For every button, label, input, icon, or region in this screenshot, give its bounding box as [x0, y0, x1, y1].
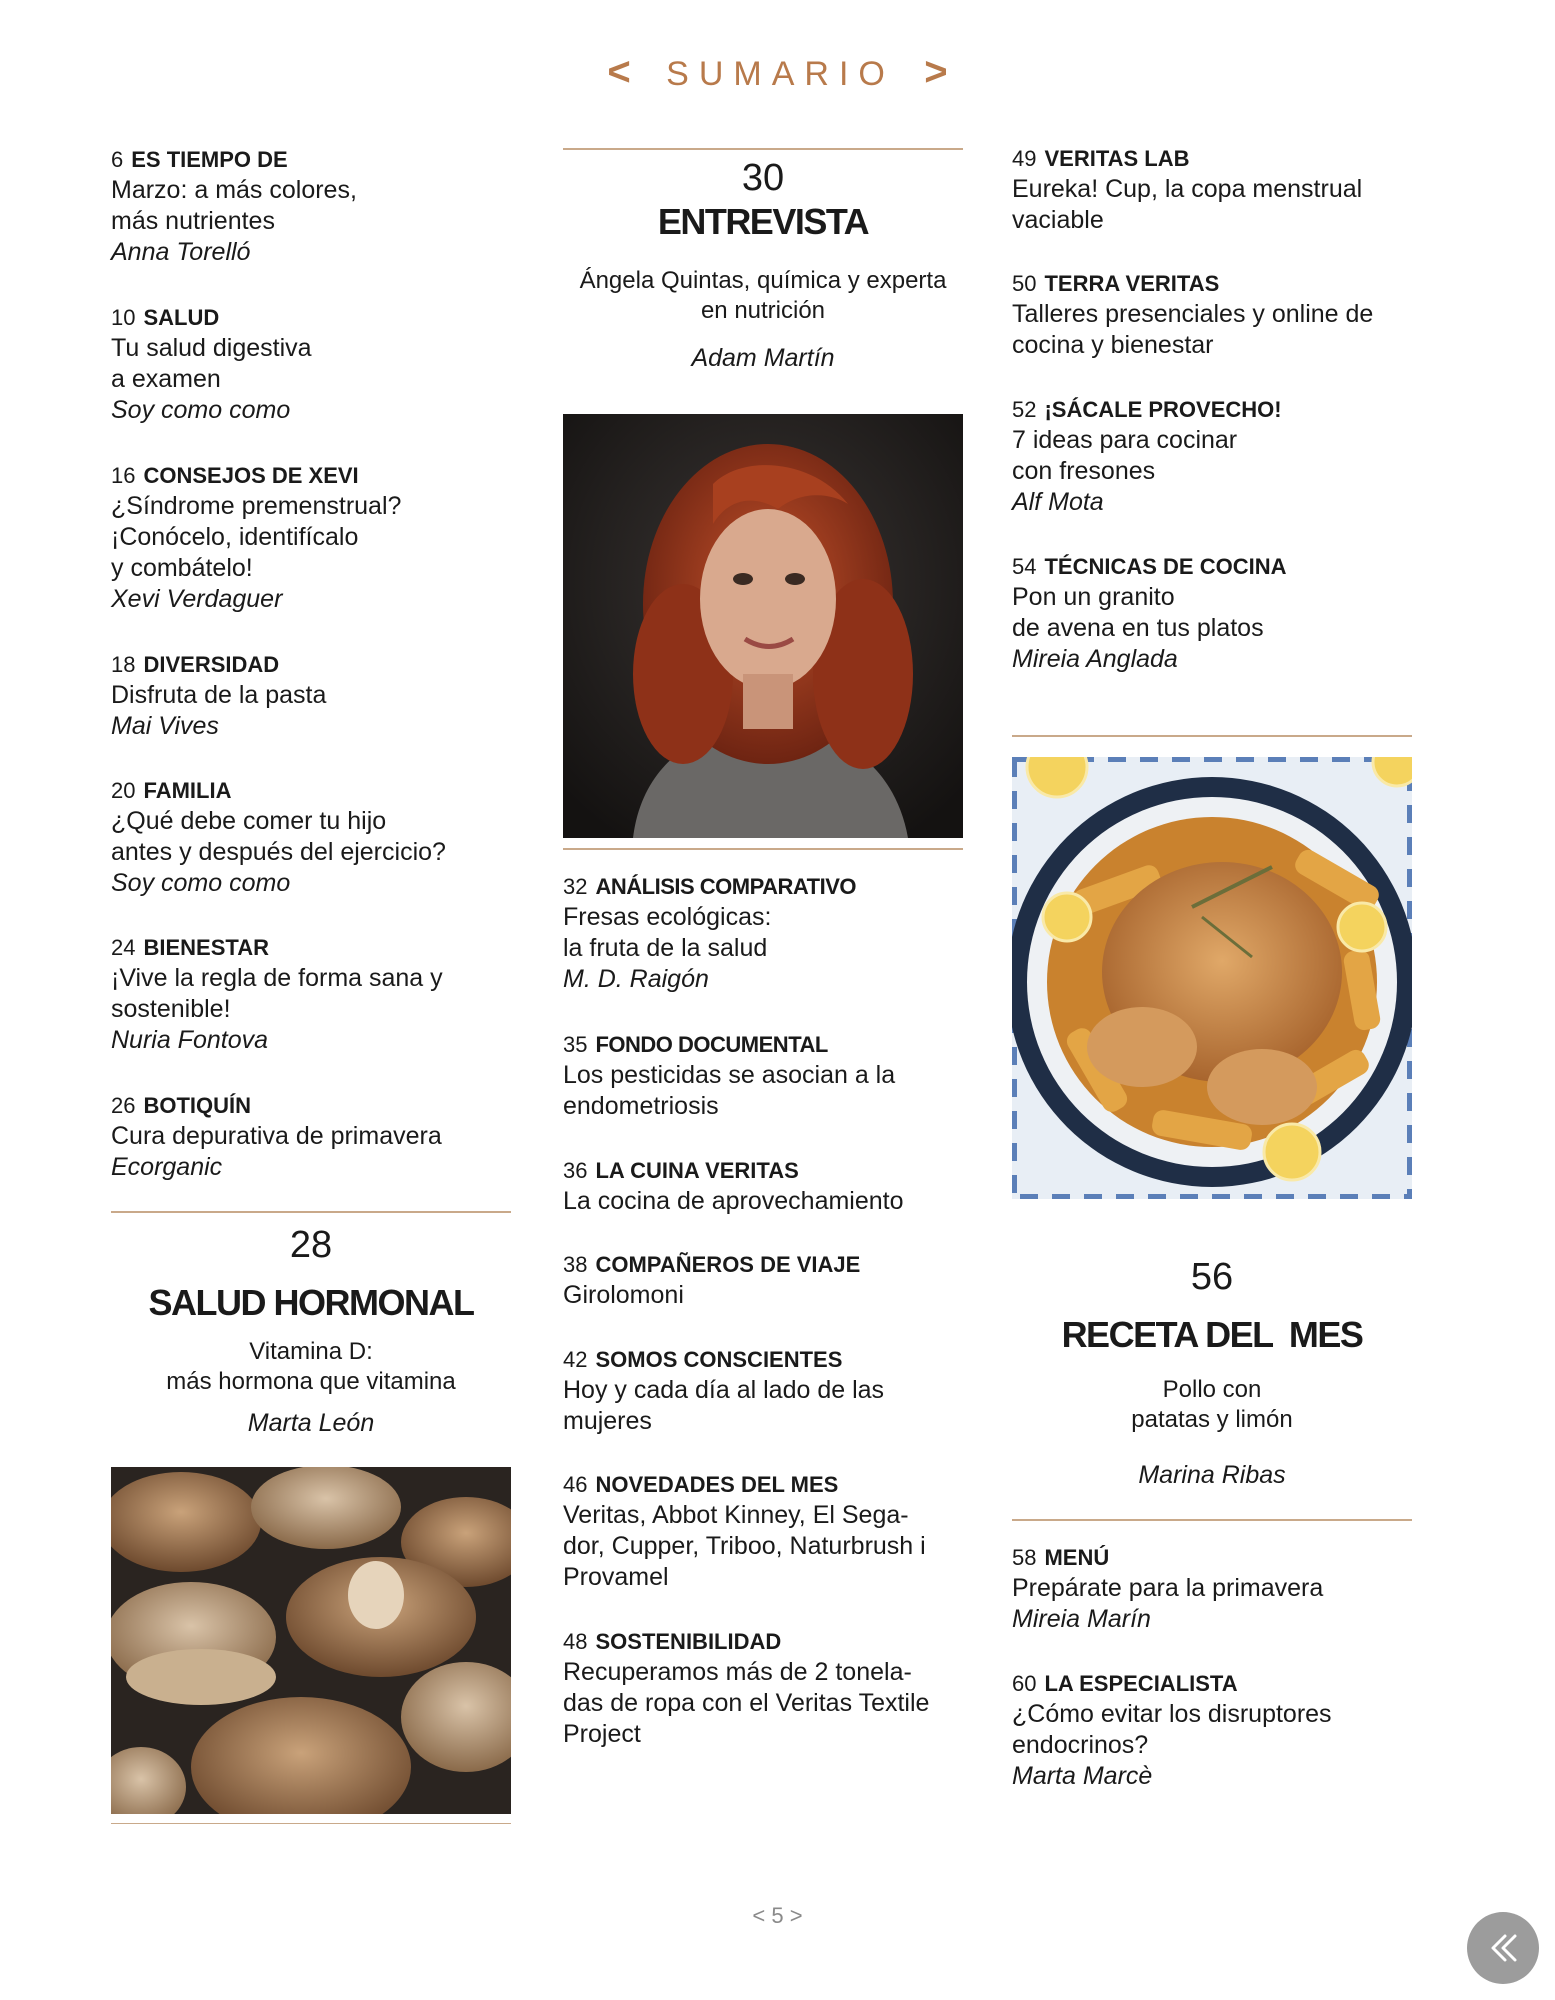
divider: [1012, 1519, 1412, 1521]
entry-text: sostenible!: [111, 995, 231, 1023]
page-title: SUMARIO: [666, 55, 895, 93]
entry-author: Anna Torelló: [111, 238, 251, 266]
feature-desc: en nutrición: [700, 297, 826, 324]
toc-entry[interactable]: [563, 1344, 963, 1437]
entry-page-number: 6: [111, 147, 124, 172]
feature-page-number: 28: [289, 1224, 333, 1266]
toc-entry[interactable]: [563, 1469, 963, 1593]
entry-page-number: 50: [1012, 271, 1037, 296]
entry-page-number: 32: [563, 874, 588, 899]
entry-text: Project: [563, 1720, 641, 1748]
entry-text: vaciable: [1012, 206, 1104, 234]
entry-text: Cura depurativa de primavera: [111, 1122, 442, 1150]
entry-text: a examen: [111, 365, 221, 393]
toc-entry[interactable]: [111, 775, 511, 899]
entry-page-number: 24: [111, 935, 136, 960]
toc-entry[interactable]: [1012, 1668, 1412, 1792]
entry-text: Veritas, Abbot Kinney, El Sega-: [563, 1501, 909, 1529]
entry-section: ES TIEMPO DE: [131, 147, 288, 172]
entry-text: ¡Vive la regla de forma sana y: [111, 964, 443, 992]
entry-text: Eureka! Cup, la copa menstrual: [1012, 175, 1363, 203]
entry-section: BIENESTAR: [143, 935, 269, 960]
entry-section: LA CUINA VERITAS: [595, 1158, 799, 1183]
feature-desc: más hormona que vitamina: [166, 1368, 456, 1395]
toc-entry[interactable]: [1012, 268, 1412, 361]
entry-author: Ecorganic: [111, 1153, 223, 1181]
entry-text: Provamel: [563, 1563, 669, 1591]
feature-author: Marta León: [247, 1409, 375, 1437]
entry-page-number: 10: [111, 305, 136, 330]
entry-section: FAMILIA: [143, 778, 232, 803]
entry-page-number: 36: [563, 1158, 588, 1183]
divider: [1012, 735, 1412, 737]
entry-text: Fresas ecológicas:: [563, 903, 772, 931]
toc-entry[interactable]: [111, 1090, 511, 1183]
entry-text: endocrinos?: [1012, 1731, 1149, 1759]
entry-page-number: 48: [563, 1629, 588, 1654]
page-number: 5: [771, 1903, 784, 1928]
toc-entry[interactable]: [111, 302, 511, 426]
entry-section: TERRA VERITAS: [1044, 271, 1220, 296]
entry-text: Recuperamos más de 2 tonela-: [563, 1658, 912, 1686]
feature-page-number: 30: [741, 157, 785, 199]
entry-page-number: 26: [111, 1093, 136, 1118]
entry-author: Nuria Fontova: [111, 1026, 269, 1054]
feature-entrevista[interactable]: [563, 156, 963, 373]
divider: [111, 1823, 511, 1824]
entry-text: Girolomoni: [563, 1281, 684, 1309]
back-button[interactable]: [1467, 1912, 1539, 1984]
entry-text: Disfruta de la pasta: [111, 681, 327, 709]
entry-page-number: 20: [111, 778, 136, 803]
feature-author: Marina Ribas: [1138, 1461, 1286, 1489]
entry-page-number: 16: [111, 463, 136, 488]
toc-entry[interactable]: [563, 871, 963, 995]
toc-entry[interactable]: [111, 932, 511, 1056]
entry-author: Alf Mota: [1012, 488, 1104, 516]
entry-text: Tu salud digestiva: [111, 334, 312, 362]
entry-text: das de ropa con el Veritas Textile: [563, 1689, 930, 1717]
entry-author: Mai Vives: [111, 712, 219, 740]
entry-text: con fresones: [1012, 457, 1156, 485]
portrait-photo: [563, 414, 963, 838]
roast-chicken-photo: [1012, 757, 1412, 1199]
entry-text: cocina y bienestar: [1012, 331, 1214, 359]
entry-text: Pon un granito: [1012, 583, 1175, 611]
divider: [563, 848, 963, 850]
entry-page-number: 18: [111, 652, 136, 677]
toc-entry[interactable]: [1012, 143, 1412, 236]
divider: [111, 1211, 511, 1213]
feature-title: SALUD HORMONAL: [148, 1282, 474, 1323]
entry-page-number: 38: [563, 1252, 588, 1277]
entry-text: ¿Síndrome premenstrual?: [111, 492, 402, 520]
entry-section: LA ESPECIALISTA: [1044, 1671, 1238, 1696]
page-number-footer: [0, 1903, 1555, 1929]
toc-entry[interactable]: [563, 1029, 963, 1122]
entry-section: VERITAS LAB: [1044, 146, 1190, 171]
entry-author: Soy como como: [111, 396, 291, 424]
feature-receta-del-mes[interactable]: [1012, 1255, 1412, 1490]
entry-section: TÉCNICAS DE COCINA: [1044, 554, 1287, 579]
entry-section: ANÁLISIS COMPARATIVO: [595, 874, 857, 899]
feature-desc: Pollo con: [1162, 1376, 1262, 1403]
entry-text: más nutrientes: [111, 207, 275, 235]
feature-title: ENTREVISTA: [657, 201, 869, 242]
entry-text: ¡Conócelo, identifícalo: [111, 523, 359, 551]
entry-text: Prepárate para la primavera: [1012, 1574, 1324, 1602]
entry-text: la fruta de la salud: [563, 934, 768, 962]
entry-section: MENÚ: [1044, 1545, 1110, 1570]
entry-author: Xevi Verdaguer: [111, 585, 283, 613]
feature-salud-hormonal[interactable]: [111, 1223, 511, 1438]
entry-page-number: 49: [1012, 146, 1037, 171]
entry-text: Los pesticidas se asocian a la: [563, 1061, 896, 1089]
feature-title: RECETA DEL MES: [1061, 1314, 1363, 1355]
entry-text: mujeres: [563, 1407, 652, 1435]
entry-page-number: 52: [1012, 397, 1037, 422]
entry-section: SOMOS CONSCIENTES: [595, 1347, 843, 1372]
entry-section: SALUD: [143, 305, 220, 330]
entry-page-number: 54: [1012, 554, 1037, 579]
prev-page-chevron-icon: <: [752, 1903, 766, 1928]
entry-text: endometriosis: [563, 1092, 719, 1120]
toc-entry[interactable]: [563, 1626, 963, 1750]
entry-text: Marzo: a más colores,: [111, 176, 357, 204]
entry-page-number: 42: [563, 1347, 588, 1372]
feature-desc: patatas y limón: [1131, 1406, 1293, 1433]
entry-section: CONSEJOS DE XEVI: [143, 463, 359, 488]
entry-author: Marta Marcè: [1012, 1762, 1153, 1790]
entry-section: DIVERSIDAD: [143, 652, 280, 677]
toc-entry[interactable]: [1012, 551, 1412, 675]
entry-text: dor, Cupper, Triboo, Naturbrush i: [563, 1532, 926, 1560]
entry-text: Talleres presenciales y online de: [1012, 300, 1374, 328]
entry-author: Mireia Marín: [1012, 1605, 1151, 1633]
divider: [563, 148, 963, 150]
entry-section: FONDO DOCUMENTAL: [595, 1032, 828, 1057]
entry-text: y combátelo!: [111, 554, 253, 582]
entry-author: Soy como como: [111, 869, 291, 897]
feature-author: Adam Martín: [691, 344, 835, 372]
entry-page-number: 58: [1012, 1545, 1037, 1570]
entry-page-number: 46: [563, 1472, 588, 1497]
entry-text: La cocina de aprovechamiento: [563, 1187, 904, 1215]
entry-author: M. D. Raigón: [563, 965, 709, 993]
toc-entry[interactable]: [563, 1249, 963, 1311]
entry-section: ¡SÁCALE PROVECHO!: [1044, 397, 1282, 422]
entry-text: ¿Cómo evitar los disruptores: [1012, 1700, 1332, 1728]
feature-desc: Vitamina D:: [249, 1338, 373, 1365]
entry-page-number: 35: [563, 1032, 588, 1057]
entry-author: Mireia Anglada: [1012, 645, 1178, 673]
toc-entry[interactable]: [111, 649, 511, 742]
toc-entry[interactable]: [111, 144, 511, 268]
entry-section: COMPAÑEROS DE VIAJE: [595, 1252, 861, 1277]
left-chevron-icon: <: [607, 50, 631, 94]
next-page-chevron-icon: >: [789, 1903, 803, 1928]
mushrooms-photo: [111, 1467, 511, 1814]
entry-text: Hoy y cada día al lado de las: [563, 1376, 885, 1404]
entry-page-number: 60: [1012, 1671, 1037, 1696]
feature-page-number: 56: [1190, 1256, 1234, 1298]
toc-entry[interactable]: [1012, 394, 1412, 518]
entry-text: ¿Qué debe comer tu hijo: [111, 807, 387, 835]
entry-section: SOSTENIBILIDAD: [595, 1629, 782, 1654]
entry-section: BOTIQUÍN: [143, 1093, 252, 1118]
toc-entry[interactable]: [563, 1155, 963, 1217]
feature-desc: Ángela Quintas, química y experta: [579, 267, 947, 294]
entry-text: 7 ideas para cocinar: [1012, 426, 1238, 454]
entry-section: NOVEDADES DEL MES: [595, 1472, 839, 1497]
page-header: [0, 50, 1555, 95]
double-chevron-left-icon: [1483, 1928, 1523, 1968]
right-chevron-icon: >: [924, 50, 948, 94]
entry-text: de avena en tus platos: [1012, 614, 1264, 642]
toc-entry[interactable]: [111, 460, 511, 615]
toc-entry[interactable]: [1012, 1542, 1412, 1635]
entry-text: antes y después del ejercicio?: [111, 838, 446, 866]
